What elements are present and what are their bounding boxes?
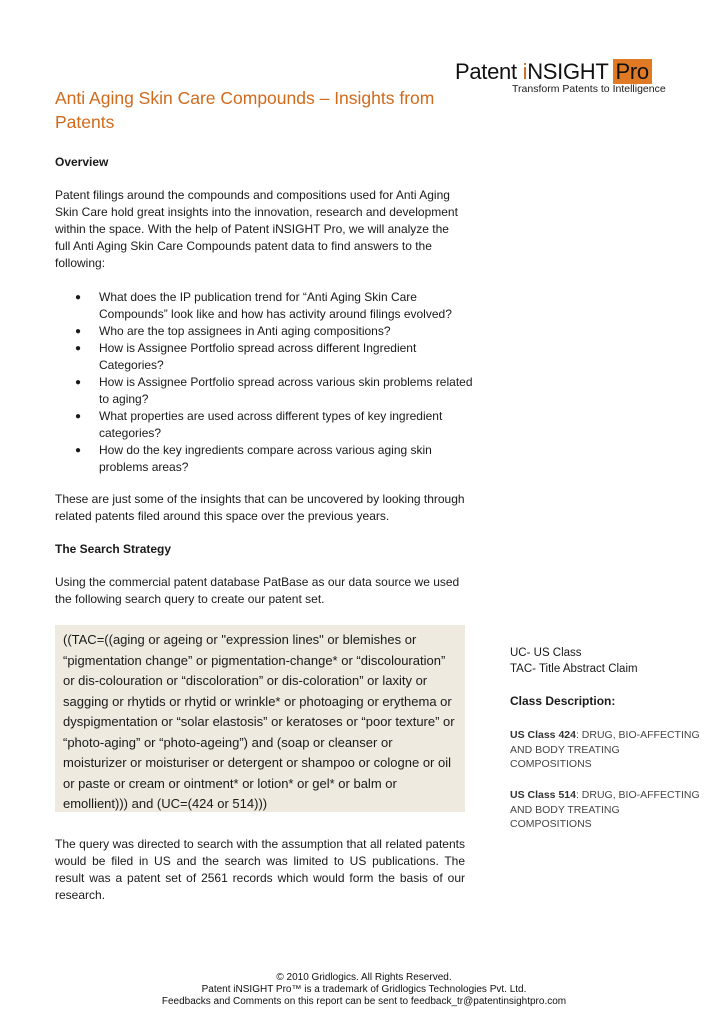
list-item xyxy=(55,408,475,442)
list-item-text: How is Assignee Portfolio spread across various skin problems related to aging? xyxy=(99,375,473,406)
uc-definition: UC- US Class xyxy=(510,647,582,659)
class-424-description xyxy=(510,728,700,772)
overview-heading: Overview xyxy=(55,155,109,169)
query-box xyxy=(55,625,465,812)
class-514-label: US Class 514 xyxy=(510,789,576,801)
bullet-icon: ● xyxy=(75,411,82,422)
list-item-text: How do the key ingredients compare across various aging skin problems areas? xyxy=(99,443,432,474)
footer-trademark: Patent iNSIGHT Pro™ is a trademark of Gridlogics Technologies Pvt. Ltd. xyxy=(201,984,527,995)
logo-word-pro: Pro xyxy=(613,59,652,84)
search-strategy-heading: The Search Strategy xyxy=(55,542,172,556)
list-item xyxy=(55,442,475,476)
list-item-text: What does the IP publication trend for “Anti Aging Skin Care Compounds” look like and how has activity around filings evolved? xyxy=(99,290,452,321)
list-item-text: What properties are used across different types of key ingredient categories? xyxy=(99,409,443,440)
bullet-icon: ● xyxy=(75,377,82,388)
class-514-description xyxy=(510,788,700,832)
logo-word-nsight: NSIGHT xyxy=(527,59,609,84)
bullet-icon: ● xyxy=(75,445,82,456)
tac-definition: TAC- Title Abstract Claim xyxy=(510,663,638,675)
page-title: Anti Aging Skin Care Compounds – Insights from Patents xyxy=(55,88,435,132)
questions-list xyxy=(55,289,475,476)
overview-paragraph: Patent filings around the compounds and compositions used for Anti Aging Skin Care hold great insights into the innovation, research and development within the space. With the help of Patent iNSIGHT Pro, we will analyze the full Anti Aging Skin Care Compounds patent data to find answers to the following: xyxy=(55,188,458,270)
bullet-icon: ● xyxy=(75,326,82,337)
search-query: ((TAC=((aging or ageing or "expression lines" or blemishes or “pigmentation change” or pigmentation-change* or “discolouration” or dis-colouration or “discoloration” or dis-coloration” or laxity or sagging or rhytids or rhytid or wrinkle* or photoaging or erythema or dyspigmentation or “solar elastosis” or keratoses or “poor texture” or “photo-aging” or “photo-ageing”) and (soap or cleanser or moisturizer or moisturiser or detergent or shampoo or cologne or oil or paste or cream or ointment* or lotion* or gel* or balm or emollient))) and (UC=(424 or 514))) xyxy=(63,632,455,811)
search-result-paragraph: The query was directed to search with the assumption that all related patents would be filed in US and the search was limited to US publications. The result was a patent set of 2561 records which would form the basis of our research. xyxy=(55,837,465,902)
class-424-text: : DRUG, BIO-AFFECTING AND BODY TREATING COMPOSITIONS xyxy=(510,729,700,770)
logo-word-patent: Patent xyxy=(455,59,517,84)
logo-wordmark xyxy=(455,59,652,85)
overview-closing: These are just some of the insights that can be uncovered by looking through related patents filed around this space over the previous years. xyxy=(55,492,465,523)
class-description-heading: Class Description: xyxy=(510,694,616,708)
company-logo xyxy=(455,48,675,98)
logo-word-i: i xyxy=(522,59,528,84)
list-item-text: How is Assignee Portfolio spread across different Ingredient Categories? xyxy=(99,341,417,372)
class-424-label: US Class 424 xyxy=(510,729,576,741)
list-item xyxy=(55,374,475,408)
logo-tagline: Transform Patents to Intelligence xyxy=(512,83,666,95)
search-strategy-intro: Using the commercial patent database PatBase as our data source we used the following search query to create our patent set. xyxy=(55,575,460,606)
footer-copyright: © 2010 Gridlogics. All Rights Reserved. xyxy=(276,972,452,983)
list-item-text: Who are the top assignees in Anti aging compositions? xyxy=(99,324,391,338)
class-514-text: : DRUG, BIO-AFFECTING AND BODY TREATING COMPOSITIONS xyxy=(510,789,700,830)
list-item xyxy=(55,340,475,374)
list-item xyxy=(55,323,475,340)
footer-feedback: Feedbacks and Comments on this report can be sent to feedback_tr@patentinsightpro.com xyxy=(161,996,567,1007)
list-item xyxy=(55,289,475,323)
bullet-icon: ● xyxy=(75,343,82,354)
bullet-icon: ● xyxy=(75,292,82,303)
